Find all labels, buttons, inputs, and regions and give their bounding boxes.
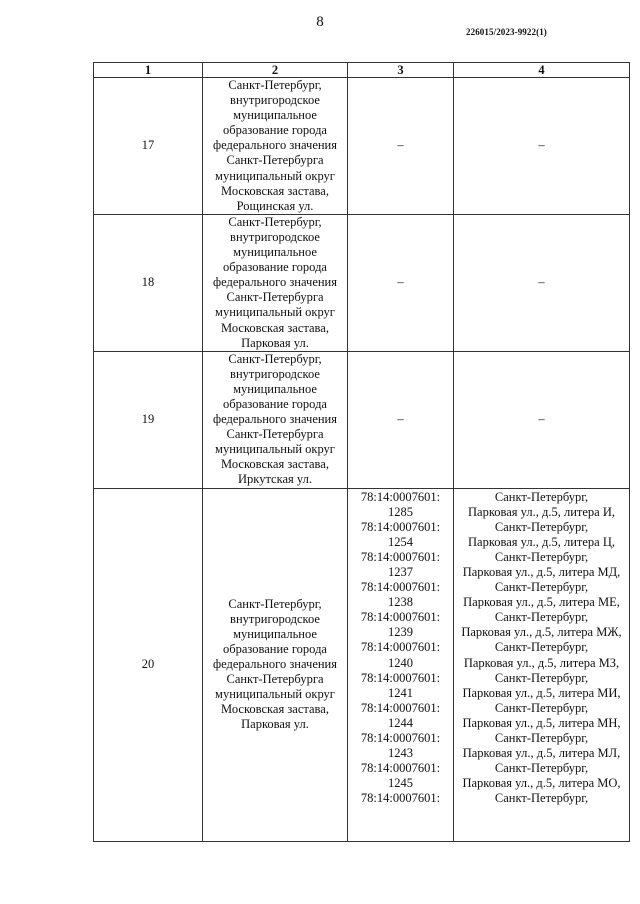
address-line: федерального значения [212, 275, 337, 290]
cadastral-line: 1237 [388, 565, 413, 579]
address-line: Санкт-Петербурга [226, 290, 324, 305]
object-address-list [454, 489, 629, 807]
cadastral-line: 78:14:0007601: [360, 489, 441, 504]
object-address-line: Парковая ул., д.5, литера МЕ, [463, 595, 620, 610]
address-cell [203, 351, 348, 488]
cadastral-line: 1239 [388, 625, 413, 640]
address-line: Санкт-Петербурга [226, 672, 324, 687]
cadastral-line: 1240 [388, 655, 413, 670]
cadastral-line: 78:14:0007601: [360, 549, 441, 564]
cadastral-line: 1238 [388, 595, 413, 610]
header-cell-1: 1 [94, 63, 203, 78]
table-row [94, 78, 630, 215]
object-address-line: Парковая ул., д.5, литера Ц, [468, 534, 615, 549]
row-number: 17 [94, 78, 203, 215]
address-line: Иркутская ул. [238, 472, 312, 487]
object-address-cell: – [454, 214, 630, 351]
address-line: Санкт-Петербурга [226, 153, 324, 168]
object-address-line: Санкт-Петербург, [494, 700, 589, 715]
address-line: Парковая ул. [241, 335, 309, 350]
cadastral-cell: – [348, 214, 454, 351]
object-address-line: Парковая ул., д.5, литера МИ, [462, 685, 621, 700]
object-address-cell [454, 488, 630, 841]
address-line: муниципальное [233, 245, 317, 260]
address-line: внутригородское [230, 611, 320, 626]
cadastral-line: 78:14:0007601: [360, 731, 441, 746]
header-cell-3: 3 [348, 63, 454, 78]
cadastral-line: 78:14:0007601: [360, 700, 441, 715]
address-line: федерального значения [212, 656, 337, 671]
row-number: 18 [94, 214, 203, 351]
cadastral-list [348, 489, 453, 807]
header-cell-4: 4 [454, 63, 630, 78]
table-header-row [94, 63, 630, 78]
address-line: федерального значения [212, 412, 337, 427]
object-address-line: Санкт-Петербург, [494, 731, 589, 746]
document-number: 226015/2023-9922(1) [466, 27, 547, 37]
address-line: внутригородское [230, 366, 320, 381]
row-number: 19 [94, 351, 203, 488]
address-line: Санкт-Петербург, [228, 214, 322, 229]
address-line: муниципальное [233, 108, 317, 123]
cadastral-line: 1244 [388, 715, 413, 730]
object-address-line: Парковая ул., д.5, литера МО, [462, 776, 621, 791]
address-line: образование города [223, 260, 327, 275]
table-row [94, 351, 630, 488]
object-address-cell: – [454, 351, 630, 488]
address-line: Санкт-Петербург, [228, 351, 322, 366]
address-line: образование города [223, 641, 327, 656]
address-line: внутригородское [230, 93, 320, 108]
cadastral-line: 78:14:0007601: [360, 580, 441, 595]
address-cell [203, 78, 348, 215]
cadastral-line: 78:14:0007601: [360, 610, 441, 625]
cadastral-line: 1254 [388, 534, 413, 549]
address-line: муниципальный округ [215, 442, 335, 457]
object-address-line: Санкт-Петербург, [494, 610, 589, 625]
table-row [94, 488, 630, 841]
object-address-line: Санкт-Петербург, [494, 489, 589, 504]
address-line: Рощинская ул. [236, 198, 314, 213]
address-line: внутригородское [230, 229, 320, 244]
address-line: муниципальный округ [215, 305, 335, 320]
cadastral-line: 1243 [388, 746, 413, 761]
object-address-line: Санкт-Петербург, [494, 761, 589, 776]
cadastral-line: 1245 [388, 776, 413, 791]
cadastral-line: 78:14:0007601: [360, 640, 441, 655]
cadastral-line: 78:14:0007601: [360, 670, 441, 685]
address-line: Парковая ул. [241, 717, 309, 732]
address-cell [203, 488, 348, 841]
address-line: Санкт-Петербург, [228, 596, 322, 611]
object-address-line: Парковая ул., д.5, литера МЗ, [463, 655, 620, 670]
cadastral-line: 78:14:0007601: [360, 761, 441, 776]
object-address-cell: – [454, 78, 630, 215]
object-address-line: Санкт-Петербург, [494, 549, 589, 564]
object-address-line: Парковая ул., д.5, литера МД, [462, 565, 621, 579]
address-line: муниципальное [233, 626, 317, 641]
table-row [94, 214, 630, 351]
address-line: федерального значения [212, 138, 337, 153]
header-cell-2: 2 [203, 63, 348, 78]
address-line: муниципальный округ [215, 168, 335, 183]
object-address-line: Парковая ул., д.5, литера МН, [462, 715, 621, 730]
address-line: образование города [223, 123, 327, 138]
address-line: муниципальное [233, 381, 317, 396]
cadastral-cell: – [348, 351, 454, 488]
cadastral-cell [348, 488, 454, 841]
object-address-line: Парковая ул., д.5, литера МЛ, [462, 746, 621, 761]
address-cell [203, 214, 348, 351]
object-address-line: Парковая ул., д.5, литера МЖ, [461, 625, 622, 640]
address-line: Московская застава, [221, 702, 329, 717]
page-number: 8 [316, 14, 324, 30]
register-table [93, 62, 630, 842]
cadastral-line: 78:14:0007601: [360, 519, 441, 534]
row-number: 20 [94, 488, 203, 841]
address-line: Московская застава, [221, 320, 329, 335]
cadastral-line: 1285 [388, 504, 413, 519]
cadastral-cell: – [348, 78, 454, 215]
object-address-line: Санкт-Петербург, [494, 580, 589, 595]
address-line: Санкт-Петербург, [228, 78, 322, 92]
address-line: образование города [223, 396, 327, 411]
address-line: муниципальный округ [215, 687, 335, 702]
object-address-line: Санкт-Петербург, [494, 670, 589, 685]
object-address-line: Санкт-Петербург, [494, 791, 589, 806]
object-address-line: Санкт-Петербург, [494, 640, 589, 655]
cadastral-line: 78:14:0007601: [360, 791, 441, 806]
object-address-line: Санкт-Петербург, [494, 519, 589, 534]
cadastral-line: 1241 [388, 685, 413, 700]
object-address-line: Парковая ул., д.5, литера И, [468, 504, 615, 519]
address-line: Московская застава, [221, 457, 329, 472]
address-line: Санкт-Петербурга [226, 427, 324, 442]
address-line: Московская застава, [221, 183, 329, 198]
